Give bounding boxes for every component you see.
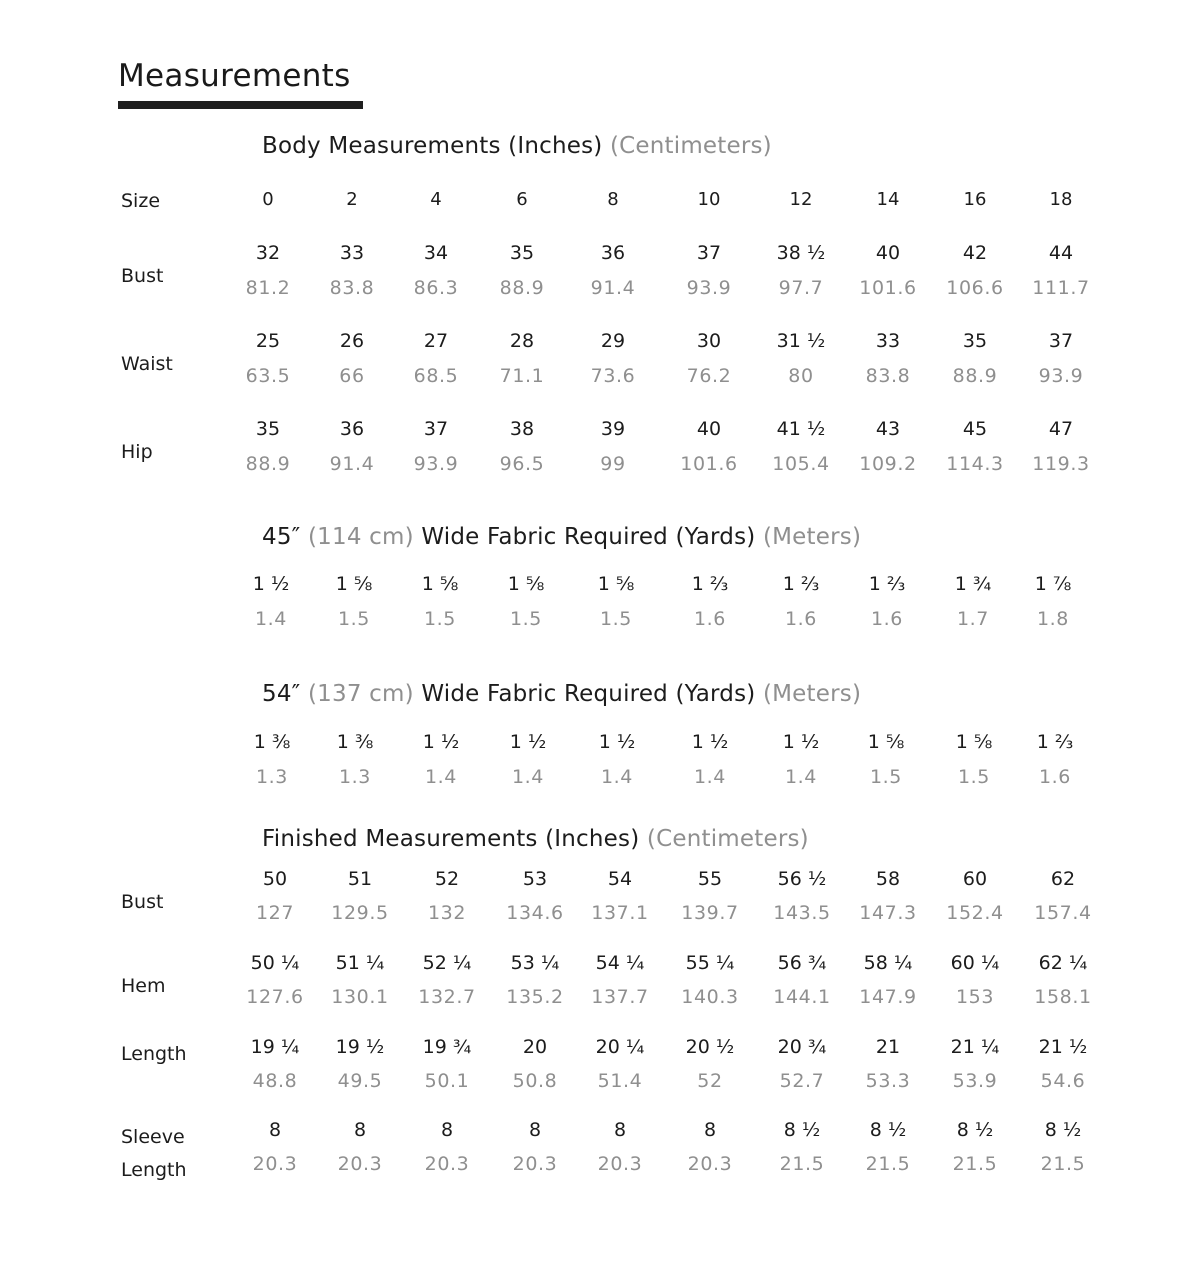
inch-value: 35 xyxy=(509,242,535,264)
inch-value: 56 ¾ xyxy=(777,952,827,974)
inch-value: 38 ½ xyxy=(776,242,826,264)
row-label-length: Length xyxy=(121,1043,187,1065)
cm-value: 21.5 xyxy=(779,1153,825,1175)
yards-value: 1 ½ xyxy=(782,731,820,753)
body-measurements-heading xyxy=(262,133,772,159)
inch-value: 32 xyxy=(255,242,281,264)
size-label: Size xyxy=(121,190,161,212)
inch-value: 39 xyxy=(600,418,626,440)
inch-value: 43 xyxy=(875,418,901,440)
cm-value: 80 xyxy=(788,365,814,387)
cm-value: 20.3 xyxy=(597,1153,643,1175)
cm-value: 21.5 xyxy=(865,1153,911,1175)
title-underline xyxy=(118,101,363,109)
cm-value: 86.3 xyxy=(413,277,459,299)
cm-value: 68.5 xyxy=(413,365,459,387)
yards-value: 1 ¾ xyxy=(954,573,992,595)
cm-value: 111.7 xyxy=(1032,277,1090,299)
fabric-45-heading xyxy=(262,524,861,550)
yards-value: 1 ½ xyxy=(422,731,460,753)
cm-value: 97.7 xyxy=(778,277,824,299)
inch-value: 47 xyxy=(1048,418,1074,440)
heading-main: Finished Measurements (Inches) xyxy=(262,826,640,852)
inch-value: 31 ½ xyxy=(776,330,826,352)
inch-value: 54 ¼ xyxy=(595,952,645,974)
cm-value: 71.1 xyxy=(499,365,545,387)
inch-value: 44 xyxy=(1048,242,1074,264)
cm-value: 88.9 xyxy=(952,365,998,387)
inch-value: 41 ½ xyxy=(776,418,826,440)
row-label-hip: Hip xyxy=(121,441,153,463)
fabric-54-heading xyxy=(262,681,861,707)
size-value: 8 xyxy=(607,189,619,210)
inch-value: 52 xyxy=(434,868,460,890)
cm-value: 137.7 xyxy=(591,986,649,1008)
meters-value: 1.4 xyxy=(511,766,545,788)
inch-value: 19 ½ xyxy=(335,1036,385,1058)
inch-value: 8 ½ xyxy=(783,1119,821,1141)
inch-value: 34 xyxy=(423,242,449,264)
inch-value: 62 xyxy=(1050,868,1076,890)
inch-value: 8 xyxy=(268,1119,282,1141)
inch-value: 60 xyxy=(962,868,988,890)
size-value: 6 xyxy=(516,189,528,210)
cm-value: 101.6 xyxy=(859,277,917,299)
inch-value: 29 xyxy=(600,330,626,352)
size-value: 16 xyxy=(963,189,987,210)
cm-value: 132 xyxy=(427,902,467,924)
finished-measurements-heading xyxy=(262,826,809,852)
cm-value: 114.3 xyxy=(946,453,1004,475)
meters-value: 1.5 xyxy=(869,766,903,788)
yards-value: 1 ½ xyxy=(598,731,636,753)
inch-value: 62 ¼ xyxy=(1038,952,1088,974)
heading-main: Wide Fabric Required (Yards) xyxy=(421,524,756,550)
inch-value: 40 xyxy=(875,242,901,264)
yards-value: 1 ⅝ xyxy=(421,573,459,595)
cm-value: 106.6 xyxy=(946,277,1004,299)
meters-value: 1.6 xyxy=(784,608,818,630)
inch-value: 58 ¼ xyxy=(863,952,913,974)
yards-value: 1 ⅝ xyxy=(597,573,635,595)
inch-value: 58 xyxy=(875,868,901,890)
yards-value: 1 ½ xyxy=(509,731,547,753)
size-value: 4 xyxy=(430,189,442,210)
row-label-sleeve-line1: Sleeve xyxy=(121,1126,185,1148)
cm-value: 51.4 xyxy=(597,1070,643,1092)
row-label-hem: Hem xyxy=(121,975,166,997)
size-value: 10 xyxy=(697,189,721,210)
cm-value: 52 xyxy=(697,1070,723,1092)
inch-value: 51 xyxy=(347,868,373,890)
meters-value: 1.5 xyxy=(423,608,457,630)
inch-value: 36 xyxy=(339,418,365,440)
cm-value: 49.5 xyxy=(337,1070,383,1092)
cm-value: 83.8 xyxy=(329,277,375,299)
cm-value: 157.4 xyxy=(1034,902,1092,924)
inch-value: 38 xyxy=(509,418,535,440)
cm-value: 147.9 xyxy=(859,986,917,1008)
inch-value: 21 xyxy=(875,1036,901,1058)
cm-value: 130.1 xyxy=(331,986,389,1008)
inch-value: 54 xyxy=(607,868,633,890)
inch-value: 26 xyxy=(339,330,365,352)
inch-value: 8 ½ xyxy=(956,1119,994,1141)
yards-value: 1 ⅝ xyxy=(335,573,373,595)
cm-value: 50.1 xyxy=(424,1070,470,1092)
size-value: 2 xyxy=(346,189,358,210)
cm-value: 53.3 xyxy=(865,1070,911,1092)
cm-value: 139.7 xyxy=(681,902,739,924)
meters-value: 1.4 xyxy=(254,608,288,630)
cm-value: 91.4 xyxy=(329,453,375,475)
cm-value: 135.2 xyxy=(506,986,564,1008)
cm-value: 144.1 xyxy=(773,986,831,1008)
cm-value: 53.9 xyxy=(952,1070,998,1092)
inch-value: 55 xyxy=(697,868,723,890)
cm-value: 93.9 xyxy=(1038,365,1084,387)
cm-value: 137.1 xyxy=(591,902,649,924)
heading-secondary: (Centimeters) xyxy=(646,826,809,852)
size-value: 12 xyxy=(789,189,813,210)
cm-value: 109.2 xyxy=(859,453,917,475)
inch-value: 20 xyxy=(522,1036,548,1058)
inch-value: 30 xyxy=(696,330,722,352)
heading-secondary: (Centimeters) xyxy=(609,133,772,159)
inch-value: 20 ¾ xyxy=(777,1036,827,1058)
cm-value: 134.6 xyxy=(506,902,564,924)
yards-value: 1 ½ xyxy=(252,573,290,595)
cm-value: 83.8 xyxy=(865,365,911,387)
cm-value: 105.4 xyxy=(772,453,830,475)
inch-value: 53 xyxy=(522,868,548,890)
inch-value: 55 ¼ xyxy=(685,952,735,974)
cm-value: 153 xyxy=(955,986,995,1008)
meters-value: 1.6 xyxy=(870,608,904,630)
cm-value: 91.4 xyxy=(590,277,636,299)
meters-value: 1.4 xyxy=(784,766,818,788)
meters-value: 1.7 xyxy=(956,608,990,630)
inch-value: 53 ¼ xyxy=(510,952,560,974)
cm-value: 119.3 xyxy=(1032,453,1090,475)
inch-value: 33 xyxy=(875,330,901,352)
inch-value: 8 xyxy=(703,1119,717,1141)
cm-value: 54.6 xyxy=(1040,1070,1086,1092)
page-title: Measurements xyxy=(118,58,351,94)
inch-value: 60 ¼ xyxy=(950,952,1000,974)
cm-value: 20.3 xyxy=(687,1153,733,1175)
inch-value: 8 ½ xyxy=(1044,1119,1082,1141)
yards-value: 1 ⅝ xyxy=(507,573,545,595)
inch-value: 45 xyxy=(962,418,988,440)
cm-value: 20.3 xyxy=(337,1153,383,1175)
inch-value: 20 ½ xyxy=(685,1036,735,1058)
cm-value: 140.3 xyxy=(681,986,739,1008)
cm-value: 66 xyxy=(339,365,365,387)
inch-value: 8 xyxy=(353,1119,367,1141)
meters-value: 1.4 xyxy=(600,766,634,788)
inch-value: 28 xyxy=(509,330,535,352)
cm-value: 93.9 xyxy=(413,453,459,475)
meters-value: 1.4 xyxy=(424,766,458,788)
cm-value: 20.3 xyxy=(512,1153,558,1175)
size-value: 14 xyxy=(876,189,900,210)
inch-value: 35 xyxy=(255,418,281,440)
cm-value: 76.2 xyxy=(686,365,732,387)
inch-value: 33 xyxy=(339,242,365,264)
cm-value: 96.5 xyxy=(499,453,545,475)
inch-value: 37 xyxy=(423,418,449,440)
inch-value: 36 xyxy=(600,242,626,264)
meters-value: 1.8 xyxy=(1036,608,1070,630)
cm-value: 21.5 xyxy=(1040,1153,1086,1175)
size-value: 18 xyxy=(1049,189,1073,210)
inch-value: 20 ¼ xyxy=(595,1036,645,1058)
meters-value: 1.4 xyxy=(693,766,727,788)
meters-value: 1.3 xyxy=(338,766,372,788)
yards-value: 1 ⅔ xyxy=(782,573,820,595)
inch-value: 40 xyxy=(696,418,722,440)
cm-value: 158.1 xyxy=(1034,986,1092,1008)
cm-value: 50.8 xyxy=(512,1070,558,1092)
meters-value: 1.5 xyxy=(599,608,633,630)
fabric-width: 45″ xyxy=(262,524,301,550)
cm-value: 129.5 xyxy=(331,902,389,924)
inch-value: 42 xyxy=(962,242,988,264)
meters-value: 1.5 xyxy=(509,608,543,630)
yards-value: 1 ½ xyxy=(691,731,729,753)
yards-value: 1 ⅞ xyxy=(1034,573,1072,595)
inch-value: 37 xyxy=(696,242,722,264)
cm-value: 20.3 xyxy=(252,1153,298,1175)
inch-value: 19 ¼ xyxy=(250,1036,300,1058)
meters-value: 1.5 xyxy=(957,766,991,788)
inch-value: 8 xyxy=(440,1119,454,1141)
cm-value: 81.2 xyxy=(245,277,291,299)
inch-value: 8 xyxy=(528,1119,542,1141)
cm-value: 20.3 xyxy=(424,1153,470,1175)
yards-value: 1 ⅜ xyxy=(336,731,374,753)
fabric-width-cm: (137 cm) xyxy=(307,681,414,707)
meters-value: 1.5 xyxy=(337,608,371,630)
cm-value: 101.6 xyxy=(680,453,738,475)
meters-value: 1.3 xyxy=(255,766,289,788)
yards-value: 1 ⅜ xyxy=(253,731,291,753)
row-label-waist: Waist xyxy=(121,353,173,375)
inch-value: 51 ¼ xyxy=(335,952,385,974)
fabric-width: 54″ xyxy=(262,681,301,707)
cm-value: 127 xyxy=(255,902,295,924)
inch-value: 52 ¼ xyxy=(422,952,472,974)
inch-value: 50 xyxy=(262,868,288,890)
meters-value: 1.6 xyxy=(1038,766,1072,788)
inch-value: 50 ¼ xyxy=(250,952,300,974)
cm-value: 52.7 xyxy=(779,1070,825,1092)
meters-value: 1.6 xyxy=(693,608,727,630)
yards-value: 1 ⅝ xyxy=(867,731,905,753)
cm-value: 143.5 xyxy=(773,902,831,924)
yards-value: 1 ⅝ xyxy=(955,731,993,753)
inch-value: 19 ¾ xyxy=(422,1036,472,1058)
inch-value: 25 xyxy=(255,330,281,352)
inch-value: 37 xyxy=(1048,330,1074,352)
fabric-width-cm: (114 cm) xyxy=(307,524,414,550)
cm-value: 99 xyxy=(600,453,626,475)
inch-value: 21 ¼ xyxy=(950,1036,1000,1058)
cm-value: 127.6 xyxy=(246,986,304,1008)
heading-main: Body Measurements (Inches) xyxy=(262,133,603,159)
cm-value: 73.6 xyxy=(590,365,636,387)
cm-value: 132.7 xyxy=(418,986,476,1008)
row-label-sleeve-line2: Length xyxy=(121,1159,187,1181)
cm-value: 93.9 xyxy=(686,277,732,299)
yards-value: 1 ⅔ xyxy=(1036,731,1074,753)
heading-main: Wide Fabric Required (Yards) xyxy=(421,681,756,707)
cm-value: 88.9 xyxy=(245,453,291,475)
heading-secondary: (Meters) xyxy=(762,681,862,707)
cm-value: 147.3 xyxy=(859,902,917,924)
inch-value: 21 ½ xyxy=(1038,1036,1088,1058)
inch-value: 35 xyxy=(962,330,988,352)
cm-value: 152.4 xyxy=(946,902,1004,924)
inch-value: 8 ½ xyxy=(869,1119,907,1141)
cm-value: 88.9 xyxy=(499,277,545,299)
cm-value: 48.8 xyxy=(252,1070,298,1092)
inch-value: 27 xyxy=(423,330,449,352)
cm-value: 63.5 xyxy=(245,365,291,387)
yards-value: 1 ⅔ xyxy=(868,573,906,595)
yards-value: 1 ⅔ xyxy=(691,573,729,595)
size-value: 0 xyxy=(262,189,274,210)
cm-value: 21.5 xyxy=(952,1153,998,1175)
row-label-finished-bust: Bust xyxy=(121,891,164,913)
inch-value: 8 xyxy=(613,1119,627,1141)
inch-value: 56 ½ xyxy=(777,868,827,890)
heading-secondary: (Meters) xyxy=(762,524,862,550)
row-label-bust: Bust xyxy=(121,265,164,287)
